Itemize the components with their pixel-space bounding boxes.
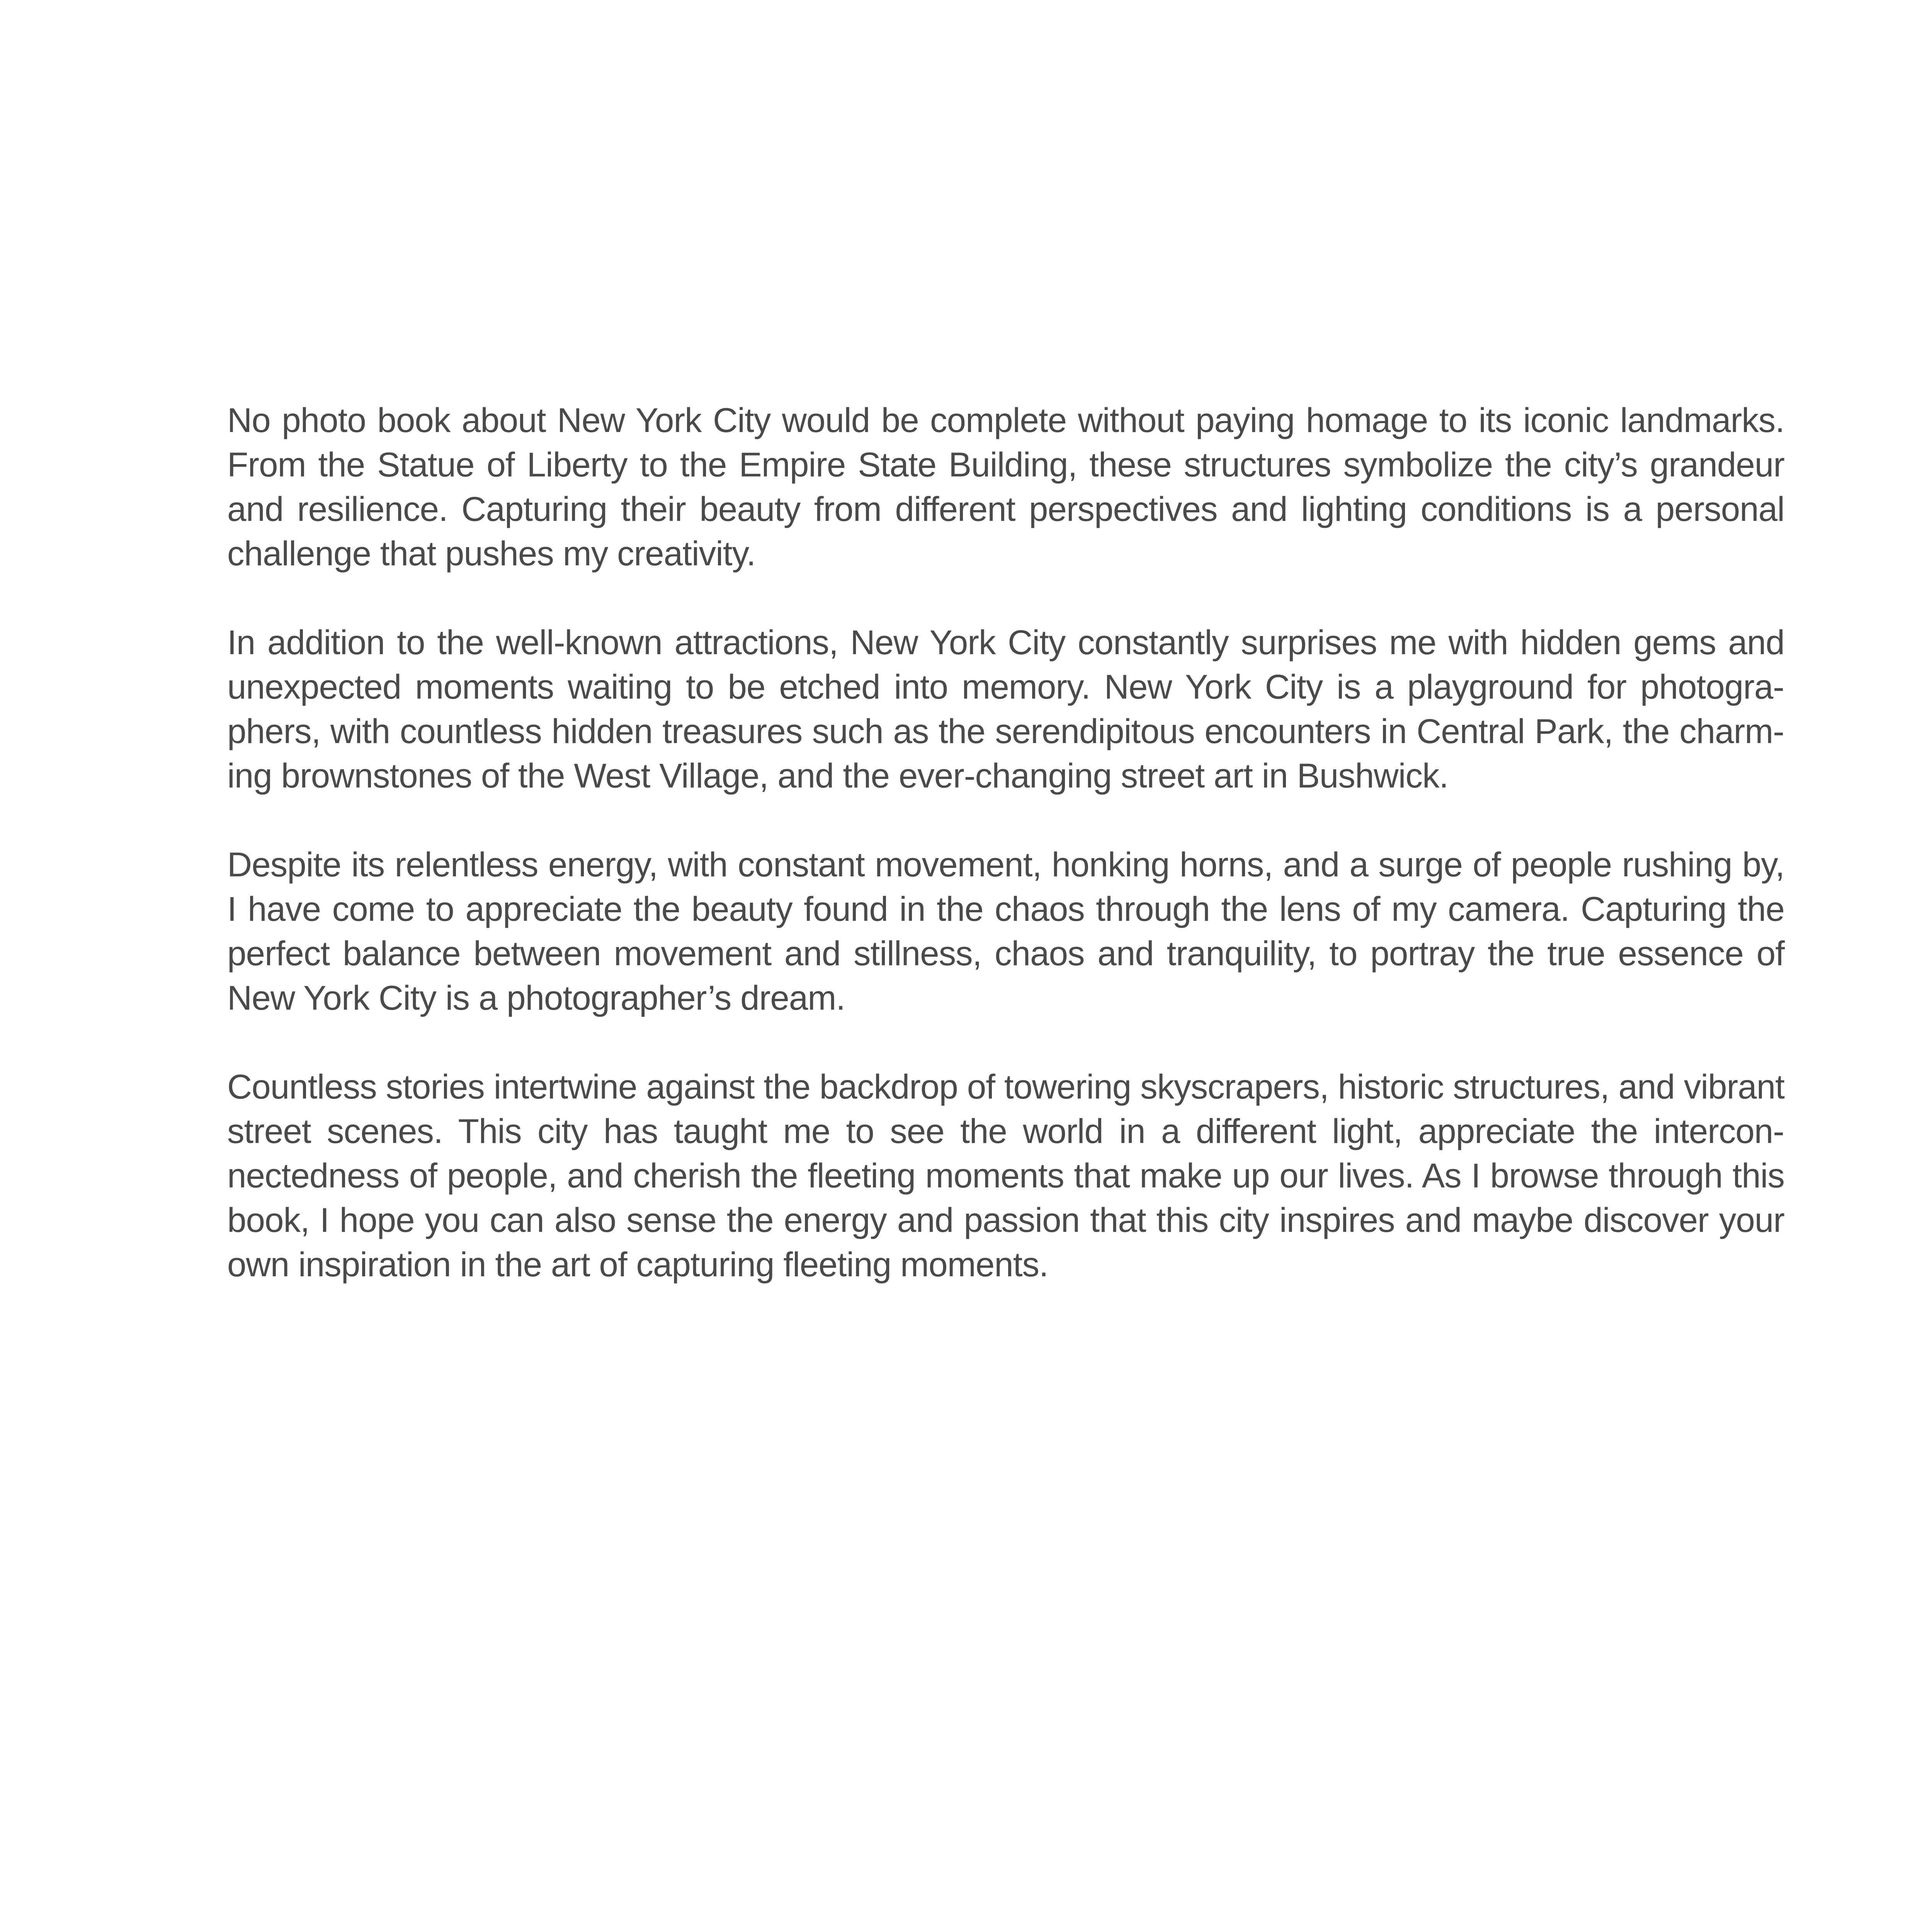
paragraph-hidden-gems: In addition to the well-known attractions, New York City constantly surprises me with hidden gems and unexpected moments waiting to be etched into memory. New York City is a playground for photographers, with countless hidden treasures such as the serendipitous encounters in Central Park, the charming brownstones of the West Village, and the ever-changing street art in Bushwick.: [227, 623, 1784, 795]
body-text: [227, 398, 1784, 1331]
paragraph-countless-stories: Countless stories intertwine against the backdrop of towering skyscrapers, historic structures, and vibrant street scenes. This city has taught me to see the world in a different light, appreciate the interconnectedness of people, and cherish the fleeting moments that make up our lives. As I browse through this book, I hope you can also sense the energy and passion that this city inspires and maybe discover your own inspiration in the art of capturing fleeting moments.: [227, 1067, 1784, 1284]
paragraph-landmarks: No photo book about New York City would be complete without paying homage to its iconic landmarks. From the Statue of Liberty to the Empire State Building, these structures symbolize the city’s grandeur and resilience. Capturing their beauty from different perspectives and lighting conditions is a personal challenge that pushes my creativity.: [227, 401, 1784, 573]
paragraph-relentless-energy: Despite its relentless energy, with constant movement, honking horns, and a surge of people rushing by, I have come to appreciate the beauty found in the chaos through the lens of my camera. Capturing the perfect balance between movement and stillness, chaos and tranquility, to portray the true essence of New York City is a photographer’s dream.: [227, 845, 1784, 1017]
